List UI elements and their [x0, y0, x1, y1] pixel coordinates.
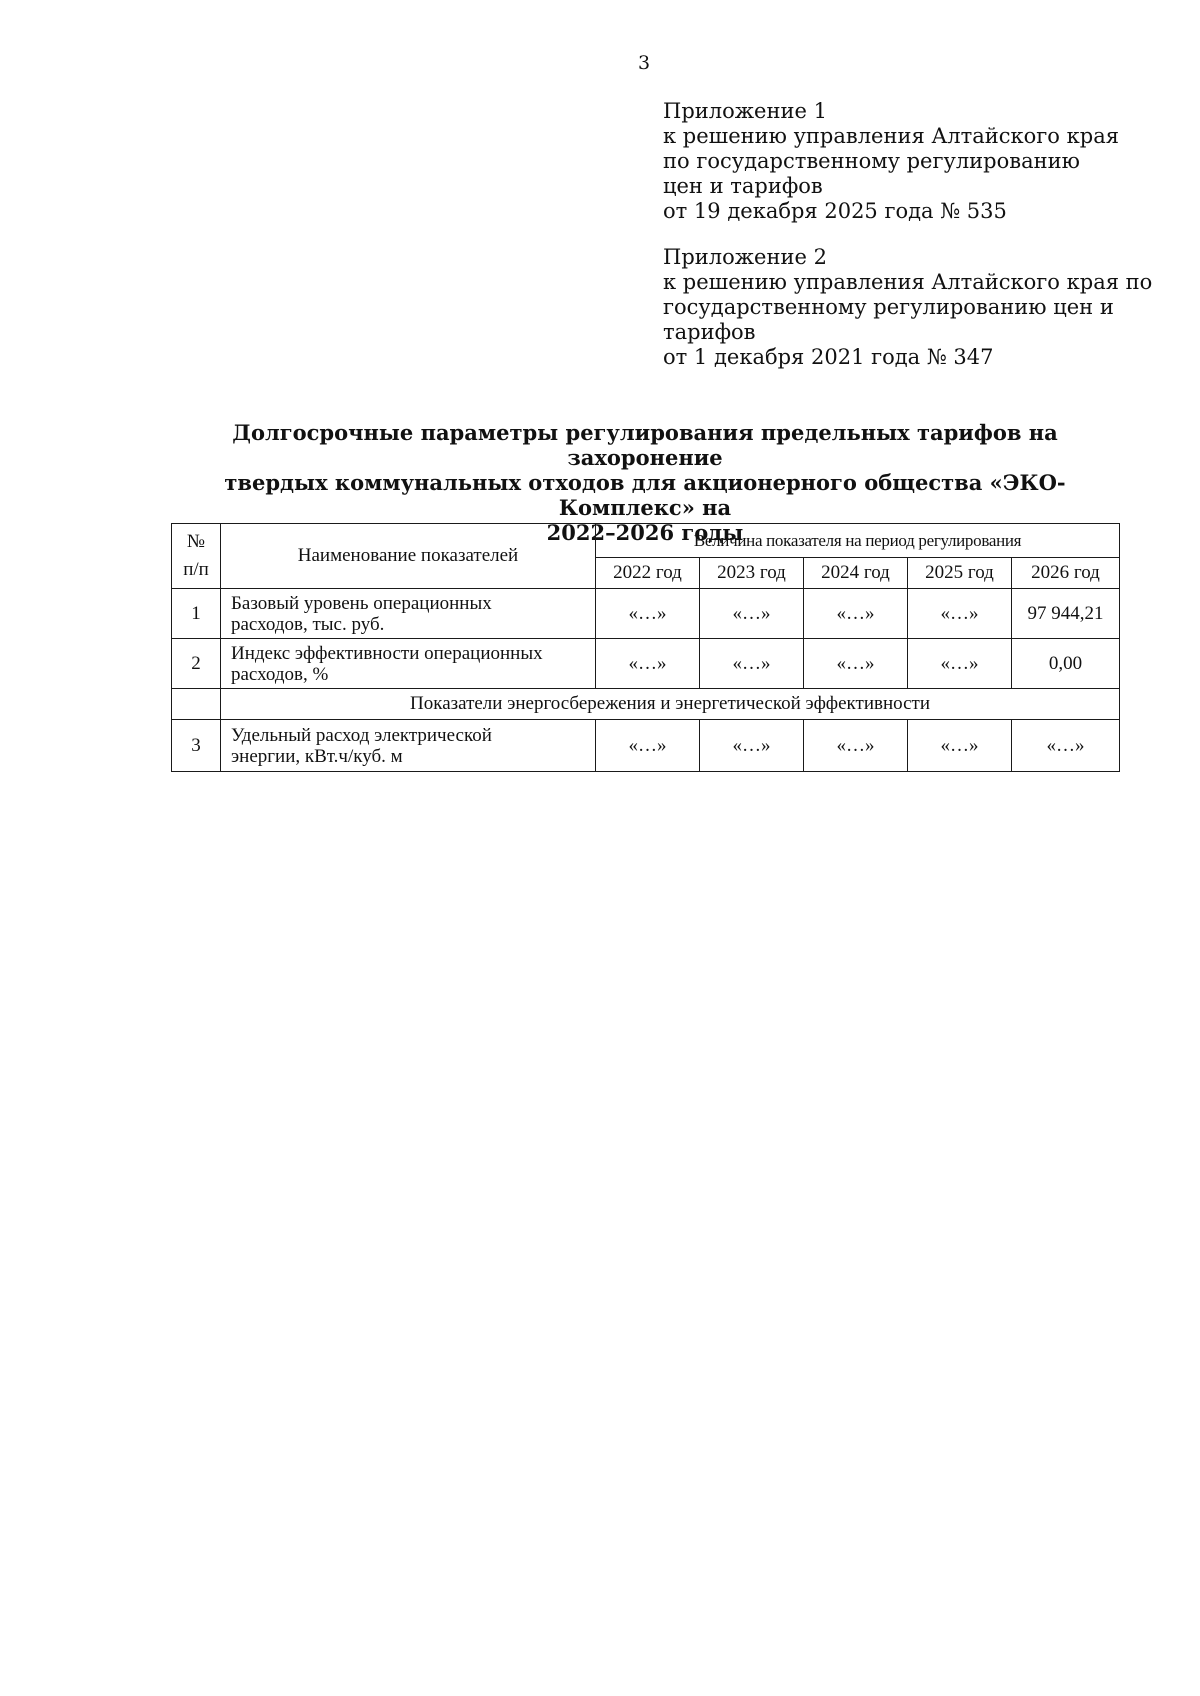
header-number-cell: [172, 524, 221, 589]
row-number: 1: [172, 589, 221, 639]
header-year: 2025 год: [908, 558, 1012, 589]
header-year: 2022 год: [596, 558, 700, 589]
row-value: 97 944,21: [1012, 589, 1120, 639]
appendix-1-line: по государственному регулированию: [663, 149, 1080, 173]
row-value: «…»: [596, 720, 700, 772]
table-header-row: [172, 524, 1120, 558]
appendix-2-line: к решению управления Алтайского края по: [663, 270, 1153, 294]
row-value: «…»: [596, 639, 700, 689]
row-value: «…»: [700, 589, 804, 639]
section-title: Показатели энергосбережения и энергетической эффективности: [221, 689, 1120, 720]
row-name-line: расходов, тыс. руб.: [231, 613, 385, 635]
row-value: «…»: [804, 589, 908, 639]
row-indicator-name: [221, 720, 596, 772]
row-name-line: Индекс эффективности операционных: [231, 642, 543, 664]
header-year: 2024 год: [804, 558, 908, 589]
header-indicator-name: Наименование показателей: [221, 524, 596, 589]
row-value: «…»: [596, 589, 700, 639]
appendix-1-line: от 19 декабря 2025 года № 535: [663, 199, 1007, 223]
row-value: 0,00: [1012, 639, 1120, 689]
row-indicator-name: [221, 589, 596, 639]
row-value: «…»: [908, 589, 1012, 639]
row-value: «…»: [804, 639, 908, 689]
header-year: 2023 год: [700, 558, 804, 589]
appendix-1-line: Приложение 1: [663, 99, 827, 123]
row-name-line: энергии, кВт.ч/куб. м: [231, 745, 403, 767]
table-row: [172, 639, 1120, 689]
header-year: 2026 год: [1012, 558, 1120, 589]
appendix-2-header: [663, 245, 1153, 370]
appendix-1-header: [663, 99, 1133, 224]
header-number-abbr: п/п: [183, 559, 209, 580]
title-line: 2022–2026 годы: [546, 520, 744, 545]
appendix-2-line: от 1 декабря 2021 года № 347: [663, 345, 994, 369]
header-number-symbol: №: [186, 531, 206, 552]
table-row: [172, 720, 1120, 772]
table-section-row: [172, 689, 1120, 720]
header-period: Величина показателя на период регулирования: [596, 524, 1120, 558]
row-name-line: Удельный расход электрической: [231, 724, 492, 746]
row-name-line: расходов, %: [231, 663, 329, 685]
tariff-parameters-table: [171, 523, 1120, 772]
title-line: Долгосрочные параметры регулирования предельных тарифов на захоронение: [232, 420, 1058, 470]
row-number: 2: [172, 639, 221, 689]
row-value: «…»: [804, 720, 908, 772]
row-indicator-name: [221, 639, 596, 689]
appendix-1-line: к решению управления Алтайского края: [663, 124, 1119, 148]
section-empty-cell: [172, 689, 221, 720]
appendix-2-line: тарифов: [663, 320, 756, 344]
appendix-1-line: цен и тарифов: [663, 174, 823, 198]
row-number: 3: [172, 720, 221, 772]
row-value: «…»: [1012, 720, 1120, 772]
page-number: 3: [637, 52, 651, 74]
row-value: «…»: [700, 720, 804, 772]
row-value: «…»: [908, 639, 1012, 689]
table-row: [172, 589, 1120, 639]
row-value: «…»: [908, 720, 1012, 772]
appendix-2-line: государственному регулированию цен и: [663, 295, 1114, 319]
title-line: твердых коммунальных отходов для акционерного общества «ЭКО-Комплекс» на: [224, 470, 1066, 520]
row-name-line: Базовый уровень операционных: [231, 592, 492, 614]
appendix-2-line: Приложение 2: [663, 245, 827, 269]
row-value: «…»: [700, 639, 804, 689]
